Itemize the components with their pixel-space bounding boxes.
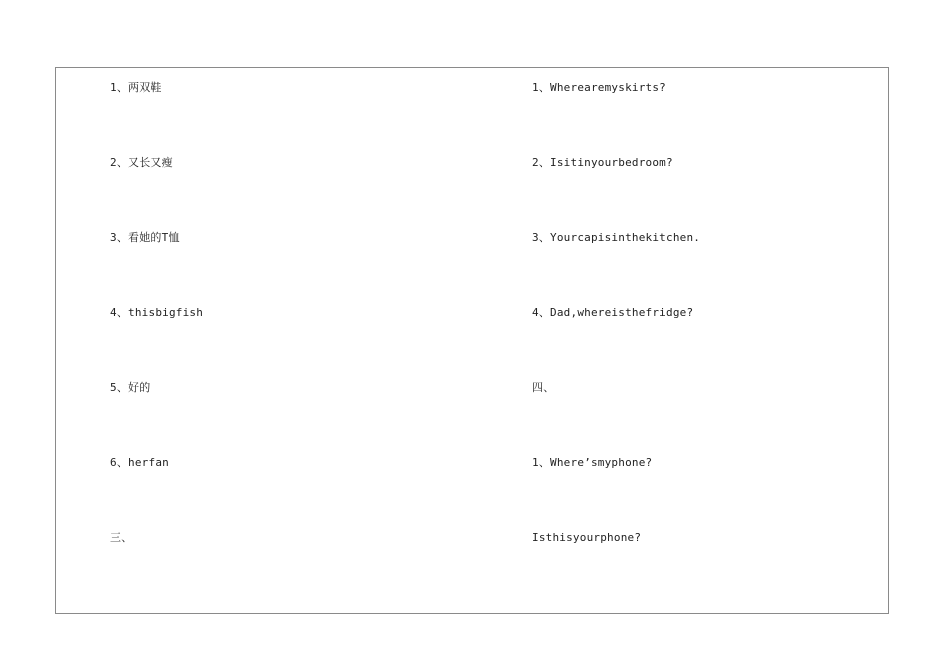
left-line-1: 1、两双鞋 bbox=[110, 81, 162, 94]
right-line-2: 2、Isitinyourbedroom? bbox=[532, 156, 673, 169]
left-line-3: 3、看她的T恤 bbox=[110, 231, 180, 244]
right-column bbox=[532, 68, 872, 613]
right-line-1: 1、Wherearemyskirts? bbox=[532, 81, 667, 94]
left-line-2: 2、又长又瘦 bbox=[110, 156, 173, 169]
left-column bbox=[110, 68, 470, 613]
document-frame bbox=[55, 67, 889, 614]
left-line-5: 5、好的 bbox=[110, 381, 151, 394]
section-heading-4: 四、 bbox=[532, 381, 555, 394]
right-line-6: Isthisyourphone? bbox=[532, 531, 642, 544]
left-line-4: 4、thisbigfish bbox=[110, 306, 204, 319]
right-line-5: 1、Where’smyphone? bbox=[532, 456, 653, 469]
section-heading-3: 三、 bbox=[110, 531, 133, 544]
right-line-4: 4、Dad,whereisthefridge? bbox=[532, 306, 694, 319]
left-line-6: 6、herfan bbox=[110, 456, 169, 469]
right-line-3: 3、Yourcapisinthekitchen. bbox=[532, 231, 701, 244]
